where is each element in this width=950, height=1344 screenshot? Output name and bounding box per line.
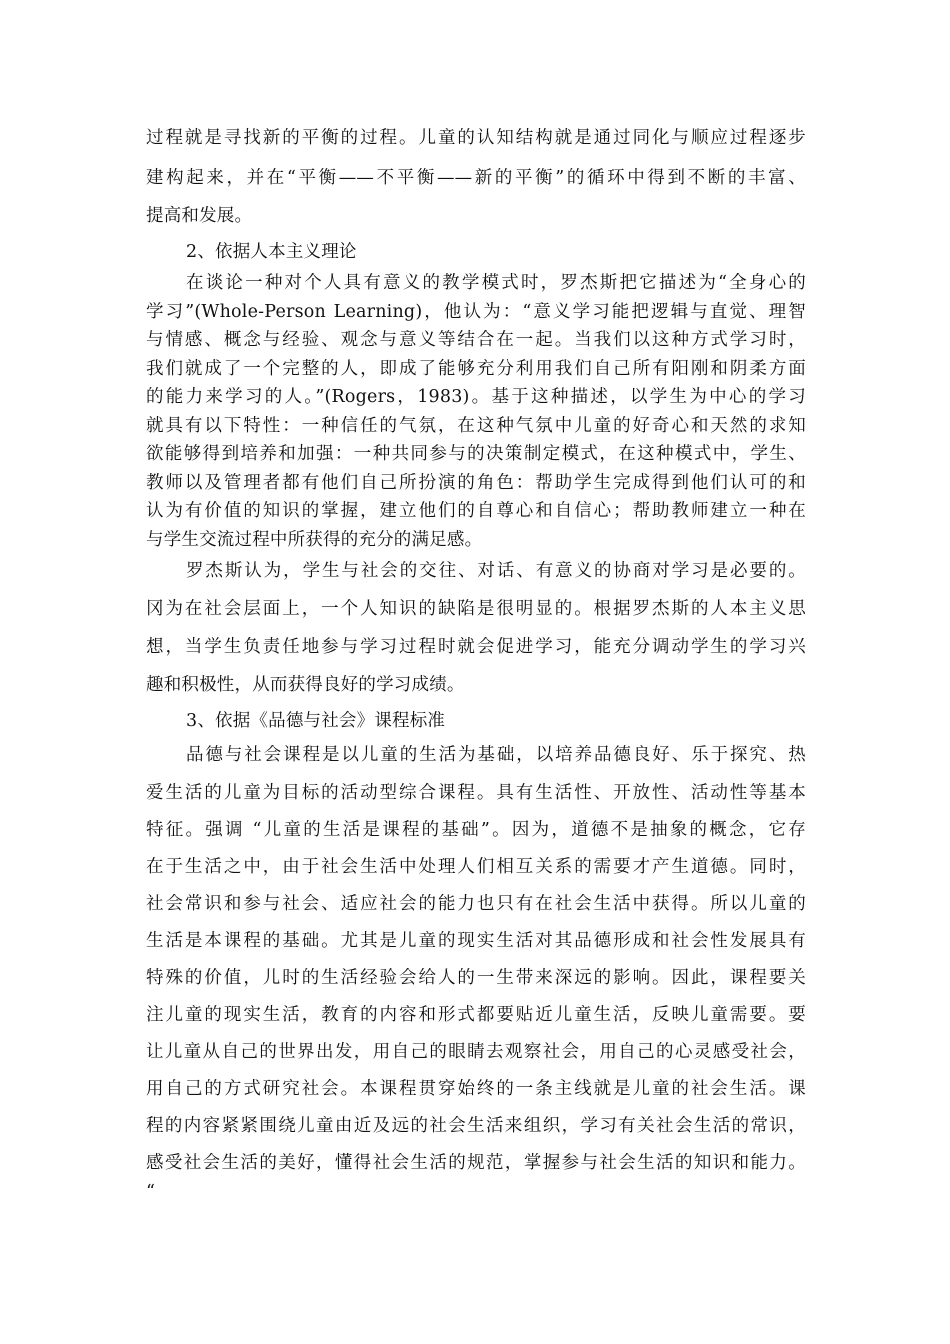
text-line: 让儿童从自己的世界出发，用自己的眼睛去观察社会，用自己的心灵感受社会， [146,1042,806,1062]
text-line: 特征。强调 “儿童的生活是课程的基础”。因为，道德不是抽象的概念，它存 [146,820,806,840]
text-line: 爱生活的儿童为目标的活动型综合课程。具有生活性、开放性、活动性等基本 [146,783,806,803]
text-line: 感受社会生活的美好，懂得社会生活的规范，掌握参与社会生活的知识和能力。 [146,1153,806,1173]
text-line: 品德与社会课程是以儿童的生活为基础，以培养品德良好、乐于探究、热 [186,745,806,765]
text-line: 注儿童的现实生活，教育的内容和形式都要贴近儿童生活，反映儿童需要。要 [146,1005,806,1025]
text-line: 想，当学生负责任地参与学习过程时就会促进学习，能充分调动学生的学习兴 [146,637,806,657]
text-line: 建构起来，并在“平衡——不平衡——新的平衡”的循环中得到不断的丰富、 [146,168,806,188]
text-line: 与情感、概念与经验、观念与意义等结合在一起。当我们以这种方式学习时， [146,330,806,350]
text-line: 趣和积极性，从而获得良好的学习成绩。 [146,675,465,695]
text-line: 的能力来学习的人。”(Rogers，1983)。基于这种描述，以学生为中心的学习 [146,387,806,407]
text-line: 在谈论一种对个人具有意义的教学模式时，罗杰斯把它描述为“全身心的 [186,273,806,293]
text-line: 冈为在社会层面上，一个人知识的缺陷是很明显的。根据罗杰斯的人本主义思 [146,599,806,619]
text-line: 认为有价值的知识的掌握，建立他们的自尊心和自信心；帮助教师建立一种在 [146,501,806,521]
text-line: 学习”(Whole-Person Learning)，他认为：“意义学习能把逻辑与直觉、理智 [146,302,806,322]
section-heading: 2、依据人本主义理论 [186,242,357,262]
text-line: 社会常识和参与社会、适应社会的能力也只有在社会生活中获得。所以儿童的 [146,894,806,914]
text-line: 就具有以下特性：一种信任的气氛，在这种气氛中儿童的好奇心和天然的求知 [146,416,806,436]
text-line: 过程就是寻找新的平衡的过程。儿童的认知结构就是通过同化与顺应过程逐步 [146,128,806,148]
text-line: 程的内容紧紧围绕儿童由近及远的社会生活来组织，学习有关社会生活的常识， [146,1116,806,1136]
text-line: 我们就成了一个完整的人，即成了能够充分利用我们自己所有阳刚和阴柔方面 [146,359,806,379]
text-line: 用自己的方式研究社会。本课程贯穿始终的一条主线就是儿童的社会生活。课 [146,1079,806,1099]
text-line: 罗杰斯认为，学生与社会的交往、对话、有意义的协商对学习是必要的。 [186,561,806,581]
text-line: 生活是本课程的基础。尤其是儿童的现实生活对其品德形成和社会性发展具有 [146,931,806,951]
text-line: 在于生活之中，由于社会生活中处理人们相互关系的需要才产生道德。同时， [146,857,806,877]
text-line: 教师以及管理者都有他们自己所扮演的角色：帮助学生完成得到他们认可的和 [146,473,806,493]
text-line: 特殊的价值，儿时的生活经验会给人的一生带来深远的影响。因此，课程要关 [146,968,806,988]
text-line: 与学生交流过程中所获得的充分的满足感。 [146,530,483,550]
opening-quote-mark: “ [146,1182,156,1202]
text-line: 提高和发展。 [146,206,253,226]
text-line: 欲能够得到培养和加强：一种共同参与的决策制定模式，在这种模式中，学生、 [146,444,806,464]
section-heading: 3、依据《品德与社会》课程标准 [186,711,446,731]
